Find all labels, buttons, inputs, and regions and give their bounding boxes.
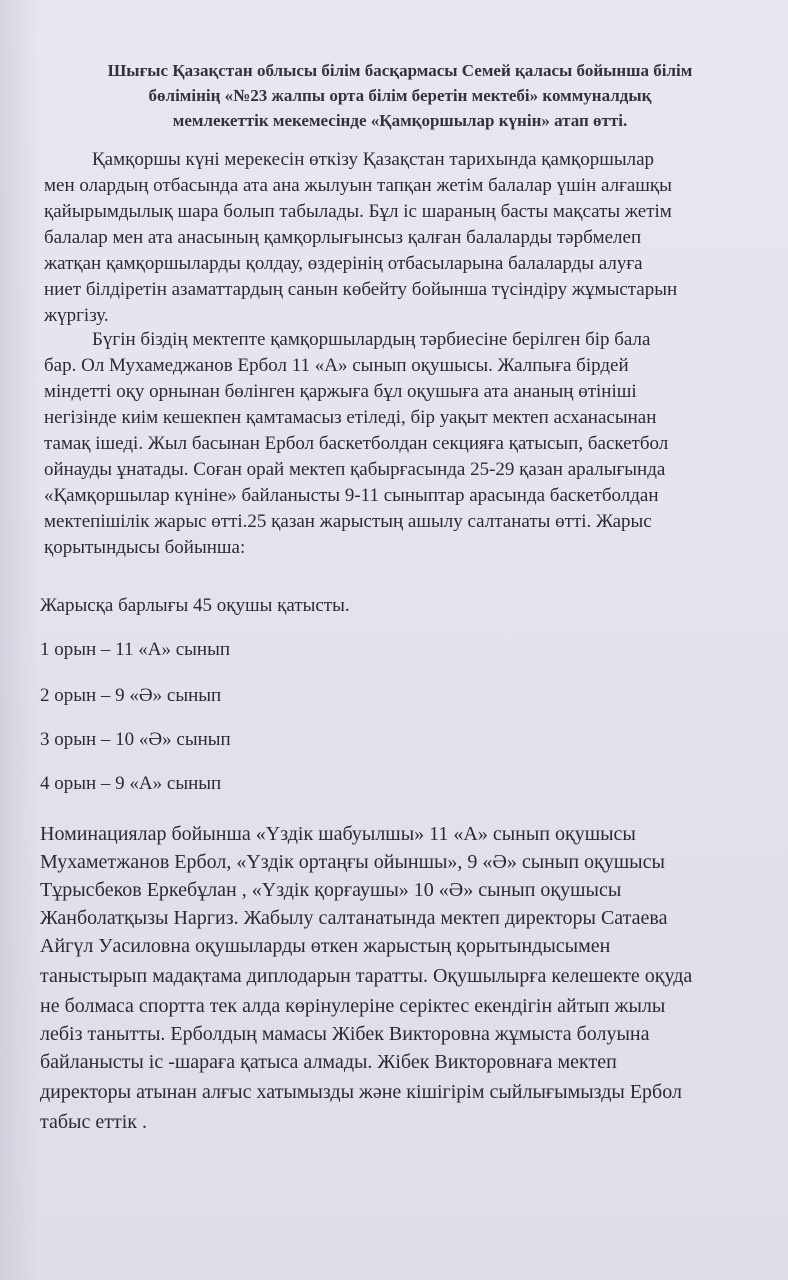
text-line: лебіз танытты. Ерболдың мамасы Жібек Викторовна жұмыста болуына: [40, 1023, 650, 1045]
place-item: 4 орын – 9 «А» сынып: [40, 773, 222, 794]
text-line: директоры атынан алғыс хатымызды және кішігірім сыйлығымызды Ербол: [40, 1081, 682, 1103]
text-line: негізінде киім кешекпен қамтамасыз етіледі, бір уақыт мектеп асханасынан: [44, 407, 657, 428]
heading-line: Шығыс Қазақстан облысы білім басқармасы Семей қаласы бойынша білім: [107, 61, 693, 80]
text-line: Бүгін біздің мектепте қамқоршылардың тәрбиесіне берілген бір бала: [92, 329, 651, 350]
heading-line: мемлекеттік мекемесінде «Қамқоршылар күнін» атап өтті.: [172, 111, 628, 130]
text-line: жатқан қамқоршыларды қолдау, өздерінің отбасыларына балаларды алуға: [44, 253, 643, 274]
text-line: таныстырып мадақтама диплодарын таратты. Оқушылырға келешекте оқуда: [40, 965, 693, 987]
text-line: ойнауды ұнатады. Соған орай мектеп қабырғасында 25-29 қазан аралығында: [44, 459, 666, 480]
document-heading: [40, 58, 760, 133]
text-line: жүргізу.: [44, 305, 109, 326]
place-item: 3 орын – 10 «Ә» сынып: [40, 729, 231, 750]
text-line: қайырымдылық шара болып табылады. Бұл іс шараның басты мақсаты жетім: [44, 201, 672, 222]
text-line: тамақ ішеді. Жыл басынан Ербол баскетболдан секцияға қатысып, баскетбол: [44, 433, 669, 454]
text-line: Номинациялар бойынша «Үздік шабуылшы» 11 «А» сынып оқушысы: [40, 823, 636, 845]
place-item: 2 орын – 9 «Ә» сынып: [40, 685, 222, 706]
text-line: қорытындысы бойынша:: [44, 537, 246, 558]
place-item: 1 орын – 11 «А» сынып: [40, 639, 230, 660]
text-line: Айгүл Уасиловна оқушыларды өткен жарыстың қорытындысымен: [40, 935, 611, 957]
text-line: мектепішілік жарыс өтті.25 қазан жарыстың ашылу салтанаты өтті. Жарыс: [44, 511, 652, 532]
page-shadow: [0, 0, 40, 1280]
text-line: міндетті оқу орнынан бөлінген қаржыға бұл оқушыға ата ананың өтініші: [44, 381, 637, 402]
participants-count: Жарысқа барлығы 45 оқушы қатысты.: [40, 595, 350, 616]
heading-line: бөлімінің «№23 жалпы орта білім беретін мектебі» коммуналдық: [148, 86, 652, 105]
text-line: «Қамқоршылар күніне» байланысты 9-11 сыныптар арасында баскетболдан: [44, 485, 659, 506]
text-line: не болмаса спортта тек алда көрінулеріне серіктес екендігін айтып жылы: [40, 995, 666, 1017]
text-line: мен олардың отбасында ата ана жылуын тапқан жетім балалар үшін алғашқы: [44, 175, 672, 196]
text-line: бар. Ол Мухамеджанов Ербол 11 «А» сынып оқушысы. Жалпыға бірдей: [44, 355, 629, 376]
text-line: Жанболатқызы Наргиз. Жабылу салтанатында мектеп директоры Сатаева: [40, 907, 668, 929]
text-line: Тұрысбеков Еркебұлан , «Үздік қорғаушы» 10 «Ә» сынып оқушысы: [40, 879, 622, 901]
text-line: Қамқоршы күні мерекесін өткізу Қазақстан тарихында қамқоршылар: [92, 149, 655, 170]
text-line: Мухаметжанов Ербол, «Үздік ортаңғы ойыншы», 9 «Ә» сынып оқушысы: [40, 851, 665, 873]
text-line: табыс еттік .: [40, 1111, 147, 1133]
text-line: ниет білдіретін азаматтардың санын көбейту бойынша түсіндіру жұмыстарын: [44, 279, 678, 300]
text-line: байланысты іс -шараға қатыса алмады. Жібек Викторовнаға мектеп: [40, 1051, 617, 1073]
text-line: балалар мен ата анасының қамқорлығынсыз қалған балаларды тәрбмелеп: [44, 227, 642, 248]
